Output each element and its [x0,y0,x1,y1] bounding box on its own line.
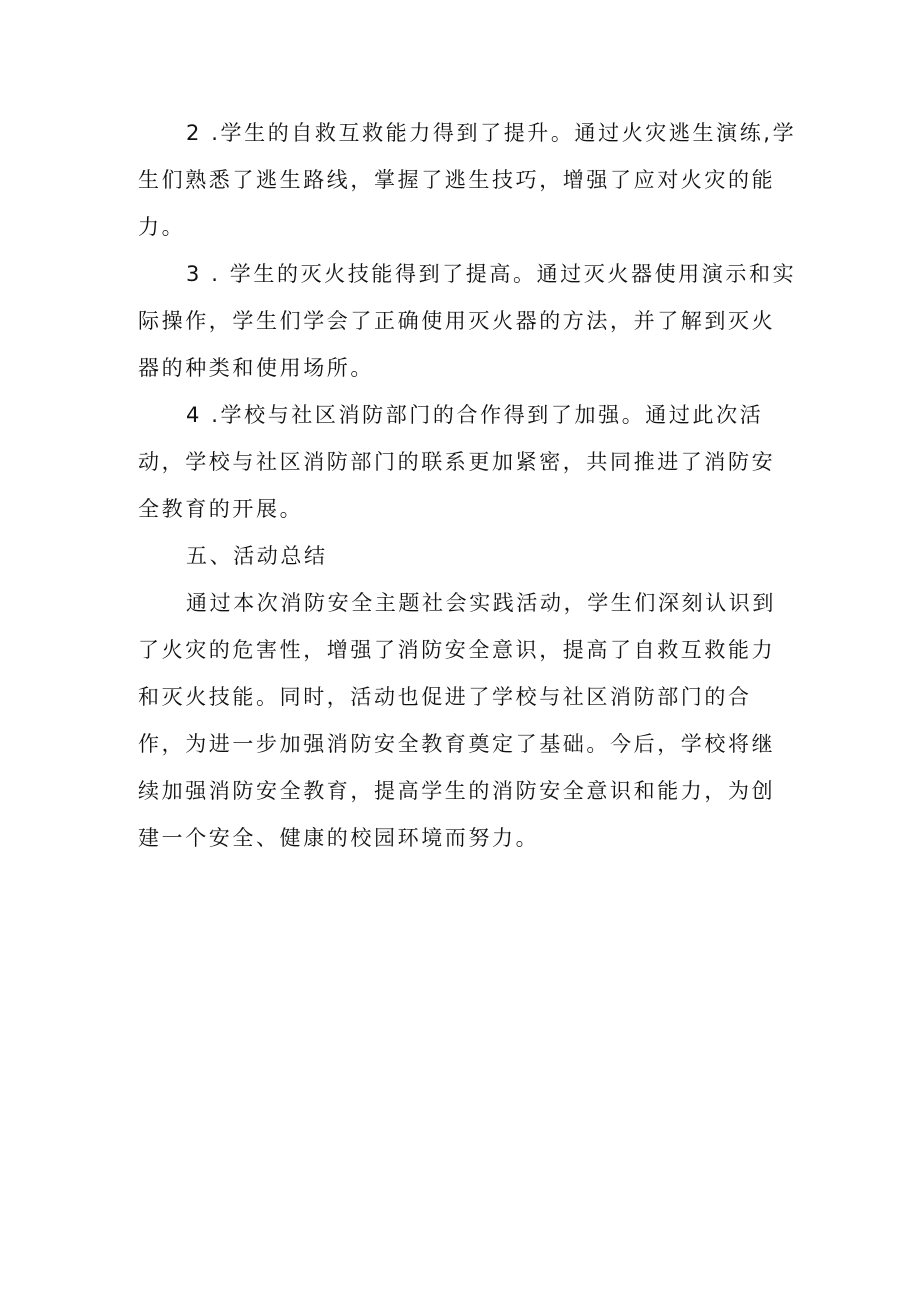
section-heading: 五、活动总结 [186,544,328,568]
summary-paragraph: 通过本次消防安全主题社会实践活动，学生们深刻认识到了火灾的危害性，增强了消防安全意识，提高了自救互救能力和灭火技能。同时，活动也促进了学校与社区消防部门的合作，为进一步加强消防安全教育奠定了基础。今后，学校将继续加强消防安全教育，提高学生的消防安全意识和能力，为创建一个安全、健康的校园环境而努力。 [138,591,776,850]
paragraph-item-4: 4 .学校与社区消防部门的合作得到了加强。通过此次活动，学校与社区消防部门的联系更加紧密，共同推进了消防安全教育的开展。 [138,403,776,521]
document-body [138,110,798,862]
paragraph-item-3: 3 . 学生的灭火技能得到了提高。通过灭火器使用演示和实际操作，学生们学会了正确使用灭火器的方法，并了解到灭火器的种类和使用场所。 [138,262,797,380]
paragraph-item-2: 2 .学生的自救互救能力得到了提升。通过火灾逃生演练,学生们熟悉了逃生路线，掌握了逃生技巧，增强了应对火灾的能力。 [138,121,797,239]
